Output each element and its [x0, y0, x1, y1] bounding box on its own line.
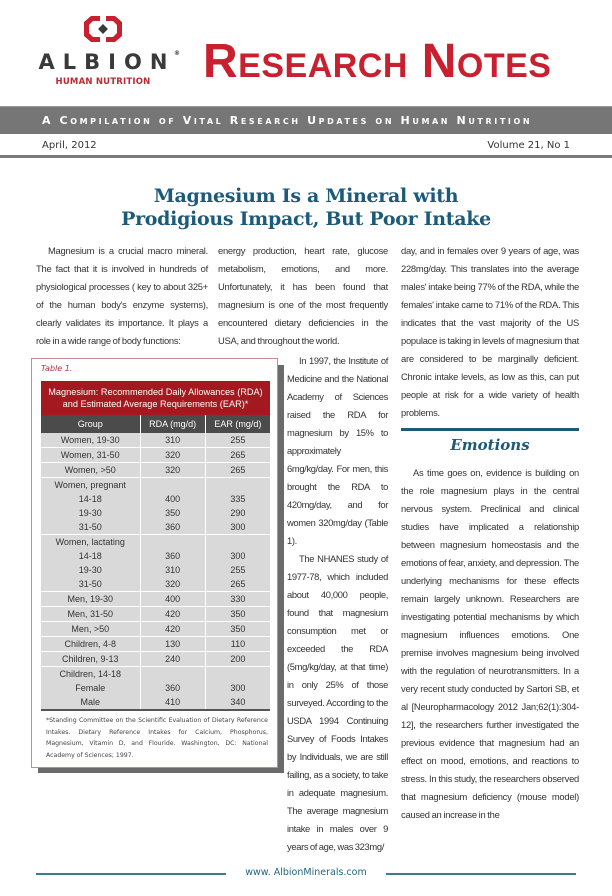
albion-hexagon-logo-icon	[80, 14, 126, 44]
table-row	[41, 681, 270, 695]
cell-group: 31-50	[41, 520, 140, 535]
cell-group: Male	[41, 695, 140, 710]
column-2-continued	[287, 352, 388, 856]
cell-ear: 110	[205, 637, 270, 652]
cell-rda: 400	[140, 492, 205, 506]
paragraph: energy production, heart rate, glucose metabolism, emotions, and more. Unfortunately, it has been found that magnesium is one of the most frequently encountered dietary deficiencies in the USA, and throughout the world.	[218, 245, 388, 346]
cell-rda: 420	[140, 622, 205, 637]
cell-rda: 410	[140, 695, 205, 710]
cell-group: 14-18	[41, 492, 140, 506]
issue-date: April, 2012	[42, 140, 97, 151]
cell-ear: 350	[205, 622, 270, 637]
cell-group: Women, 19-30	[41, 433, 140, 448]
cell-ear: 255	[205, 433, 270, 448]
cell-rda: 320	[140, 463, 205, 478]
cell-rda	[140, 478, 205, 493]
cell-rda: 420	[140, 607, 205, 622]
cell-rda	[140, 535, 205, 550]
table-row	[41, 433, 270, 448]
cell-rda: 310	[140, 433, 205, 448]
table-caption	[41, 381, 270, 415]
table-row	[41, 637, 270, 652]
brand-name	[28, 50, 178, 74]
cell-rda	[140, 667, 205, 682]
cell-rda: 240	[140, 652, 205, 667]
table-row	[41, 549, 270, 563]
table-1-box	[31, 358, 278, 768]
table-row	[41, 695, 270, 710]
cell-group: Women, pregnant	[41, 478, 140, 493]
column-header-ear: EAR (mg/d)	[205, 415, 270, 433]
cell-group: Women, >50	[41, 463, 140, 478]
table-caption-line2: and Estimated Average Requirements (EAR)*	[62, 399, 249, 409]
cell-ear: 350	[205, 607, 270, 622]
cell-rda: 310	[140, 563, 205, 577]
cell-group: 19-30	[41, 563, 140, 577]
table-footnote: *Standing Committee on the Scientific Evaluation of Dietary Reference Intakes. Dietary Reference Intakes for Calcium, Phosphorus, Magnesium, Vitamin D, and Flouride. Washington, DC: National Academy of Sciences; 1997.	[46, 717, 268, 759]
cell-ear	[205, 535, 270, 550]
cell-ear: 300	[205, 681, 270, 695]
table-row	[41, 448, 270, 463]
cell-group: Men, 31-50	[41, 607, 140, 622]
table-row	[41, 563, 270, 577]
table-row	[41, 607, 270, 622]
brand-name-text: ALBION	[38, 50, 176, 74]
footer-url[interactable]: www. AlbionMinerals.com	[245, 867, 367, 878]
cell-ear: 265	[205, 463, 270, 478]
table-row	[41, 622, 270, 637]
magnesium-rda-table	[41, 381, 270, 711]
cell-group: Women, 31-50	[41, 448, 140, 463]
brand-tagline: HUMAN NUTRITION	[55, 77, 151, 87]
article-title-line2: Prodigious Impact, But Poor Intake	[121, 208, 491, 230]
issue-volume: Volume 21, No 1	[487, 140, 570, 151]
cell-rda: 360	[140, 520, 205, 535]
table-row	[41, 592, 270, 607]
cell-ear	[205, 478, 270, 493]
masthead-title: Research Notes	[203, 35, 552, 88]
article-title-line1: Magnesium Is a Mineral with	[153, 185, 459, 207]
paragraph: In 1997, the Institute of Medicine and the National Academy of Sciences raised the RDA for magnesium by 15% to approximately 6mg/kg/day. For men, this brought the RDA to 420mg/day, and for women 320mg/day (Table 1).	[287, 355, 388, 546]
column-header-group: Group	[41, 415, 140, 433]
cell-ear: 200	[205, 652, 270, 667]
cell-group: Female	[41, 681, 140, 695]
cell-rda: 320	[140, 448, 205, 463]
table-row	[41, 492, 270, 506]
cell-ear: 265	[205, 577, 270, 592]
cell-group: 31-50	[41, 577, 140, 592]
cell-rda: 350	[140, 506, 205, 520]
table-row	[41, 535, 270, 550]
cell-ear: 300	[205, 520, 270, 535]
cell-group: Children, 4-8	[41, 637, 140, 652]
cell-ear: 330	[205, 592, 270, 607]
paragraph: Magnesium is a crucial macro mineral. The fact that it is involved in hundreds of physiological processes ( key to about 325+ of the human body's enzyme systems), clearly validates its importance. It plays a role in a wide range of body functions:	[36, 245, 208, 346]
cell-group: 14-18	[41, 549, 140, 563]
cell-group: Men, >50	[41, 622, 140, 637]
cell-group: Children, 14-18	[41, 667, 140, 682]
cell-ear: 265	[205, 448, 270, 463]
cell-ear: 300	[205, 549, 270, 563]
table-row	[41, 520, 270, 535]
cell-rda: 130	[140, 637, 205, 652]
table-row	[41, 506, 270, 520]
cell-ear	[205, 667, 270, 682]
masthead-subtitle: A Compilation of Vital Research Updates on Human Nutrition	[42, 114, 533, 127]
table-row	[41, 478, 270, 493]
column-header-rda: RDA (mg/d)	[140, 415, 205, 433]
cell-ear: 340	[205, 695, 270, 710]
footer-rule-left	[36, 873, 226, 875]
table-row	[41, 577, 270, 592]
cell-rda: 400	[140, 592, 205, 607]
column-3	[401, 242, 579, 422]
cell-group: Women, lactating	[41, 535, 140, 550]
column-1	[36, 242, 208, 350]
section-heading-emotions: Emotions	[450, 436, 530, 454]
cell-rda: 360	[140, 549, 205, 563]
registered-mark: ®	[174, 50, 180, 57]
table-caption-line1: Magnesium: Recommended Daily Allowances (RDA)	[48, 387, 263, 397]
table-row	[41, 463, 270, 478]
footer-rule-right	[386, 873, 576, 875]
header-divider	[0, 155, 612, 158]
table-label: Table 1.	[41, 364, 73, 373]
column-3-continued	[401, 464, 579, 824]
cell-rda: 320	[140, 577, 205, 592]
albion-logo	[28, 14, 178, 99]
cell-ear: 290	[205, 506, 270, 520]
table-row	[41, 652, 270, 667]
cell-ear: 255	[205, 563, 270, 577]
cell-group: Children, 9-13	[41, 652, 140, 667]
cell-rda: 360	[140, 681, 205, 695]
subtitle-banner	[0, 106, 612, 134]
cell-group: 19-30	[41, 506, 140, 520]
paragraph: As time goes on, evidence is building on the role magnesium plays in the central nervous system. Preclinical and clinical studies have implicated a relationship between magnesium homeostasis and the emotions of fear, anxiety, and depression. The underlying mechanisms for these effects remain largely unknown. Researchers are investigating potential mechanisms by which magnesium influences emotions. One premise involves magnesium being involved with the regulation of neurotransmitters. In a very recent study conducted by Sartori SB, et al [Neuropharmacology 2012 Jan;62(1):304-12], the researchers further investigated the previous evidence that magnesium had an effect on mood, emotions, and reactions to stress. In this study, the researchers observed that magnesium deficiency (mouse model) caused an increase in the	[401, 467, 579, 820]
cell-group: Men, 19-30	[41, 592, 140, 607]
column-2	[218, 242, 388, 350]
section-divider	[401, 428, 579, 431]
cell-ear: 335	[205, 492, 270, 506]
table-row	[41, 667, 270, 682]
paragraph: The NHANES study of 1977-78, which included about 40,000 people, found that magnesium consumption met or exceeded the RDA (5mg/kg/day, at that time) in only 25% of those surveyed. According to the USDA 1994 Continuing Survey of Foods Intakes by Individuals, we are still failing, as a society, to take in adequate magnesium. The average magnesium intake in males over 9 years of age, was 323mg/	[287, 553, 388, 852]
article-title	[40, 185, 572, 231]
paragraph: day, and in females over 9 years of age, was 228mg/day. This translates into the average males' intake being 77% of the RDA, while the females' intake came to 71% of the RDA. This indicates that the vast majority of the US populace is taking in levels of magnesium that are considered to be marginally deficient. Chronic intake levels, as low as this, can put people at risk for a wide variety of health problems.	[401, 245, 579, 418]
